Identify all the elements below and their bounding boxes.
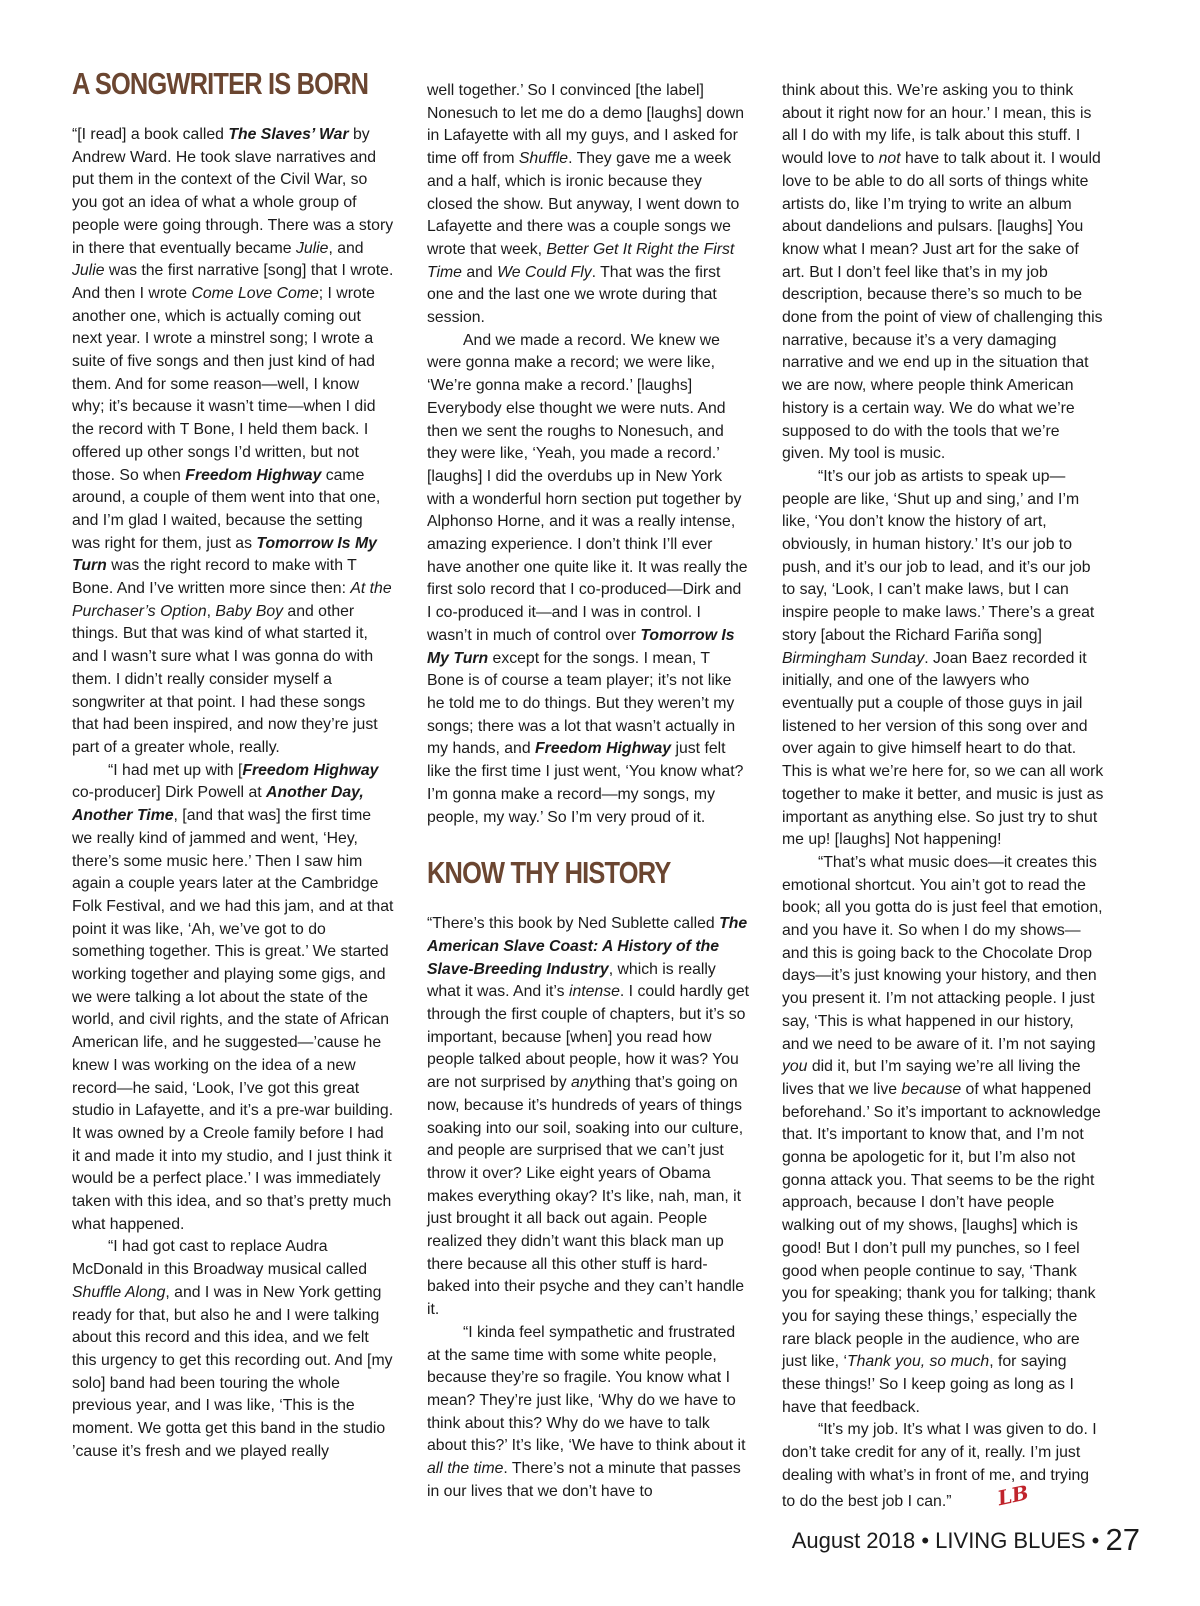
issue-label: August 2018 • LIVING BLUES • [791, 1528, 1100, 1553]
paragraph: “It’s our job as artists to speak up—people are like, ‘Shut up and sing,’ and I’m like, ‘You don’t know the history of art, obviously, in human history.’ It’s our job to push, and it’s our job to lead, and it’s our job to say, ‘Look, I can’t make laws, but I can inspire people to make laws.’ There’s a great story [about the Richard Fariña song] Birmingham Sunday. Joan Baez recorded it initially, and one of the lawyers who eventually put a couple of those guys in jail listened to her version of this song over and over again to give himself heart to do that. This is what we’re here for, so we can all work together to make it better, and music is just as important as anything else. So just try to shut me up! [laughs] Not happening! [782, 467, 1104, 849]
paragraph: “There’s this book by Ned Sublette called The American Slave Coast: A History of the Slave-Breeding Industry, which is really what it was. And it’s intense. I could hardly get through the first couple of chapters, but it’s so important, because [when] you read how people talked about people, how it was? You are not surprised by anything that’s going on now, because it’s hundreds of years of things soaking into our soil, soaking into our culture, and people are surprised that we can’t just throw it over? Like eight years of Obama makes everything okay? It’s like, nah, man, it just brought it all back out again. People realized they didn’t want this black man up there because all this other stuff is hard-baked into their psyche and they can’t handle it. [427, 915, 749, 1319]
paragraph: “[I read] a book called The Slaves’ War by Andrew Ward. He took slave narratives and put them in the context of the Civil War, so you got an idea of what a whole group of people were going through. There was a story in there that eventually became Julie, and Julie was the first narrative [song] that I wrote. And then I wrote Come Love Come; I wrote another one, which is actually coming out next year. I wrote a minstrel song; I wrote a suite of five songs and then just kind of had them. And for some reason—well, I know why; it’s because it wasn’t time—when I did the record with T Bone, I held them back. I offered up other songs I’d written, but not those. So when Freedom Highway came around, a couple of them went into that one, and I’m glad I waited, because the setting was right for them, just as Tomorrow Is My Turn was the right record to make with T Bone. And I’ve written more since then: At the Purchaser’s Option, Baby Boy and other things. But that was kind of what started it, and I wasn’t sure what I was gonna do with them. I didn’t really consider myself a songwriter at that point. I had these songs that had been inspired, and now they’re just part of a greater whole, really. [72, 126, 394, 756]
paragraph: “It’s my job. It’s what I was given to do. I don’t take credit for any of it, really. I’m just dealing with what’s in front of me, and trying to do the best job I can.” LB [782, 1419, 1104, 1513]
lb-signature-logo: LB [994, 1479, 1031, 1510]
paragraph: “I had met up with [Freedom Highway co-producer] Dirk Powell at Another Day, Another Time, [and that was] the first time we really kind of jammed and went, ‘Hey, there’s some music here.’ Then I saw him again a couple years later at the Cambridge Folk Festival, and we had this jam, and at that point it was like, ‘Ah, we’ve got to do something together. This is great.’ We started working together and playing some gigs, and we were talking a lot about the state of the world, and civil rights, and the state of African American life, and he suggested—’cause he knew I was working on the idea of a new record—he said, ‘Look, I’ve got this great studio in Lafayette, and it’s a pre-war building. It was owned by a Creole family before I had it and made it into my studio, and I just think it would be a perfect place.’ I was immediately taken with this idea, and so that’s pretty much what happened. [72, 761, 394, 1233]
column-2 [427, 80, 749, 1503]
column-1 [72, 66, 394, 1463]
paragraph: “I kinda feel sympathetic and frustrated at the same time with some white people, because they’re so fragile. You know what I mean? They’re just like, ‘Why do we have to think about this? Why do we have to talk about this?’ It’s like, ‘We have to think about it all the time. There’s not a minute that passes in our lives that we don’t have to [427, 1323, 746, 1500]
page-number: 27 [1105, 1522, 1140, 1557]
page-footer [792, 1522, 1140, 1558]
section-heading-songwriter: A SONGWRITER IS BORN [72, 66, 369, 101]
column-3 [782, 80, 1104, 1513]
section-heading-history: KNOW THY HISTORY [427, 855, 671, 891]
paragraph: “That’s what music does—it creates this emotional shortcut. You ain’t got to read the book; all you gotta do is just feel that emotion, and you have it. So when I do my shows—and this is going back to the Chocolate Drop days—it’s just knowing your history, and then you present it. I’m not attacking people. I just say, ‘This is what happened in our history, and we need to be aware of it. I’m not saying you did it, but I’m saying we’re all living the lives that we live because of what happened beforehand.’ So it’s important to acknowledge that. It’s important to know that, and I’m not gonna be apologetic for it, but I’m also not gonna attack you. That seems to be the right approach, because I don’t have people walking out of my shows, [laughs] which is good! But I don’t pull my punches, so I feel good when people continue to say, ‘Thank you for speaking; thank you for talking; thank you for saying these things,’ especially the rare black people in the audience, who are just like, ‘Thank you, so much, for saying these things!’ So I keep going as long as I have that feedback. [782, 853, 1103, 1416]
paragraph: And we made a record. We knew we were gonna make a record; we were like, ‘We’re gonna make a record.’ [laughs] Everybody else thought we were nuts. And then we sent the roughs to Nonesuch, and they were like, ‘Yeah, you made a record.’ [laughs] I did the overdubs up in New York with a wonderful horn section put together by Alphonso Horne, and it was a really intense, amazing experience. I don’t think I’ll ever have another one quite like it. It was really the first solo record that I co-produced—Dirk and I co-produced it—and I was in control. I wasn’t in much of control over Tomorrow Is My Turn except for the songs. I mean, T Bone is of course a team player; it’s not like he told me to do things. But they weren’t my songs; there was a lot that wasn’t actually in my hands, and Freedom Highway just felt like the first time I just went, ‘You know what? I’m gonna make a record—my songs, my people, my way.’ So I’m very proud of it. [427, 331, 748, 826]
paragraph: well together.’ So I convinced [the label] Nonesuch to let me do a demo [laughs] down in Lafayette with all my guys, and I asked for time off from Shuffle. They gave me a week and a half, which is ironic because they closed the show. But anyway, I went down to Lafayette and there was a couple songs we wrote that week, Better Get It Right the First Time and We Could Fly. That was the first one and the last one we wrote during that session. [427, 82, 745, 327]
paragraph: “I had got cast to replace Audra McDonald in this Broadway musical called Shuffle Along, and I was in New York getting ready for that, but also he and I were talking about this record and this idea, and we felt this urgency to get this recording out. And [my solo] band had been touring the whole previous year, and I was like, ‘This is the moment. We gotta get this band in the studio ’cause it’s fresh and we played really [72, 1238, 393, 1460]
paragraph: think about this. We’re asking you to think about it right now for an hour.’ I mean, this is all I do with my life, is talk about this stuff. I would love to not have to talk about it. I would love to be able to do all sorts of things white artists do, like I’m trying to write an album about dandelions and pulsars. [laughs] You know what I mean? Just art for the sake of art. But I don’t feel like that’s in my job description, because there’s so much to be done from the point of view of challenging this narrative, because it’s a very damaging narrative and we end up in the situation that we are now, where people think American history is a certain way. We do what we’re supposed to do with the tools that we’re given. My tool is music. [782, 82, 1103, 463]
